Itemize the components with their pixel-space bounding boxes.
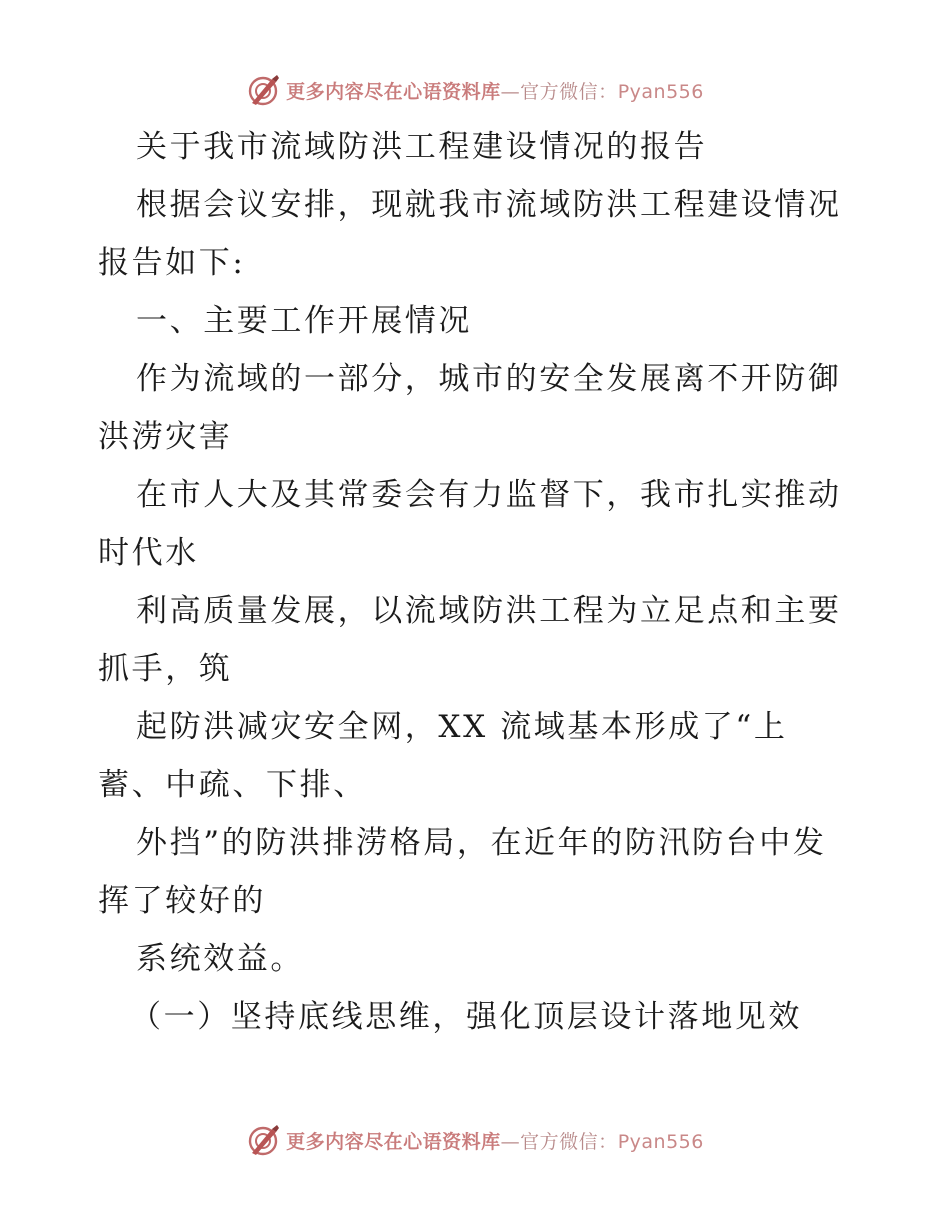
paragraph-line: 洪涝灾害 [98, 419, 233, 455]
watermark-id: Pyan556 [617, 80, 704, 103]
paragraph-line: 作为流域的一部分，城市的安全发展离不开防御 [136, 361, 842, 397]
watermark-text [286, 77, 704, 104]
watermark-dash: — [500, 80, 521, 103]
paragraph-line: 外挡”的防洪排涝格局，在近年的防汛防台中发 [136, 825, 827, 861]
paragraph-line: 蓄、中疏、下排、 [98, 767, 367, 803]
paragraph-line: 挥了较好的 [98, 883, 266, 919]
subsection-heading: （一）坚持底线思维，强化顶层设计落地见效 [130, 999, 802, 1035]
watermark-main: 更多内容尽在心语资料库 [286, 80, 501, 103]
watermark-main: 更多内容尽在心语资料库 [286, 1130, 501, 1153]
pen-logo-icon [246, 1123, 280, 1157]
watermark-dash: — [500, 1130, 521, 1153]
footer-watermark [0, 1120, 950, 1160]
watermark-text [286, 1127, 704, 1154]
document-title: 关于我市流域防洪工程建设情况的报告 [136, 129, 708, 165]
paragraph-line: 系统效益。 [136, 941, 304, 977]
document-body [98, 118, 858, 1046]
watermark-sub: 官方微信： [520, 1130, 618, 1153]
paragraph-line: 利高质量发展，以流域防洪工程为立足点和主要 [136, 593, 842, 629]
watermark-id: Pyan556 [617, 1130, 704, 1153]
section-heading: 一、主要工作开展情况 [136, 303, 472, 339]
pen-logo-icon [246, 73, 280, 107]
header-watermark [0, 70, 950, 110]
paragraph-line: 报告如下: [98, 245, 246, 281]
paragraph-line: 时代水 [98, 535, 199, 571]
paragraph-line: 根据会议安排，现就我市流域防洪工程建设情况 [136, 187, 842, 223]
paragraph-line: 起防洪减灾安全网，XX 流域基本形成了“上 [136, 709, 788, 745]
watermark-sub: 官方微信： [520, 80, 618, 103]
paragraph-line: 抓手，筑 [98, 651, 233, 687]
paragraph-line: 在市人大及其常委会有力监督下，我市扎实推动 [136, 477, 842, 513]
